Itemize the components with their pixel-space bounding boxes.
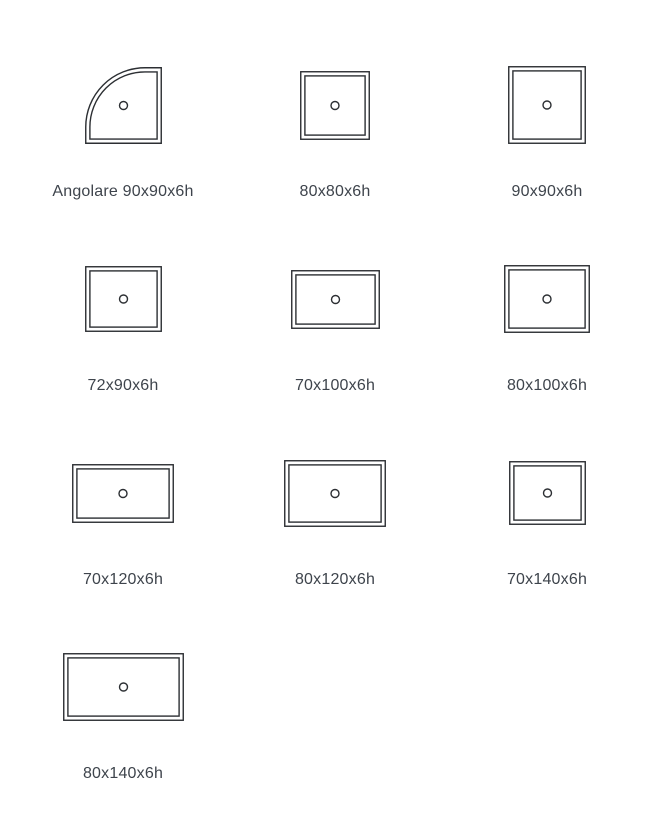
product-item[interactable] xyxy=(17,453,229,647)
tray-outer-outline xyxy=(291,270,379,328)
product-size-label: 90x90x6h xyxy=(511,183,583,200)
product-size-label: 70x100x6h xyxy=(294,377,376,394)
tray-outer-outline xyxy=(285,460,386,526)
product-size-label: 80x140x6h xyxy=(82,765,164,782)
product-item[interactable] xyxy=(229,453,441,647)
tray-plan-drawing xyxy=(63,647,184,727)
tray-plan-drawing xyxy=(300,65,370,145)
tray-plan-drawing xyxy=(85,259,162,339)
tray-plan-drawing xyxy=(291,259,380,339)
product-size-label: 70x120x6h xyxy=(82,571,164,588)
product-size-label: 80x80x6h xyxy=(299,183,371,200)
product-item[interactable] xyxy=(441,453,653,647)
tray-outer-outline xyxy=(85,267,161,332)
product-item[interactable] xyxy=(441,259,653,453)
product-item[interactable] xyxy=(17,65,229,259)
tray-plan-drawing xyxy=(284,453,386,533)
tray-outer-outline xyxy=(301,71,370,139)
tray-plan-drawing xyxy=(509,453,586,533)
product-size-label: 70x140x6h xyxy=(506,571,588,588)
tray-outer-outline xyxy=(85,67,161,143)
tray-plan-drawing xyxy=(72,453,174,533)
tray-plan-drawing xyxy=(85,65,162,145)
product-size-label: 80x100x6h xyxy=(506,377,588,394)
tray-outer-outline xyxy=(509,462,585,525)
tray-outer-outline xyxy=(509,67,586,144)
product-item[interactable] xyxy=(441,65,653,259)
tray-plan-drawing xyxy=(508,65,586,145)
product-item[interactable] xyxy=(17,647,229,814)
product-item[interactable] xyxy=(17,259,229,453)
product-size-label: 72x90x6h xyxy=(87,377,159,394)
product-size-label: Angolare 90x90x6h xyxy=(52,183,194,200)
tray-outer-outline xyxy=(73,464,174,522)
product-size-label: 80x120x6h xyxy=(294,571,376,588)
product-item[interactable] xyxy=(229,259,441,453)
tray-outer-outline xyxy=(63,654,183,721)
tray-plan-drawing xyxy=(504,259,590,339)
product-item[interactable] xyxy=(229,65,441,259)
tray-outer-outline xyxy=(505,266,590,333)
